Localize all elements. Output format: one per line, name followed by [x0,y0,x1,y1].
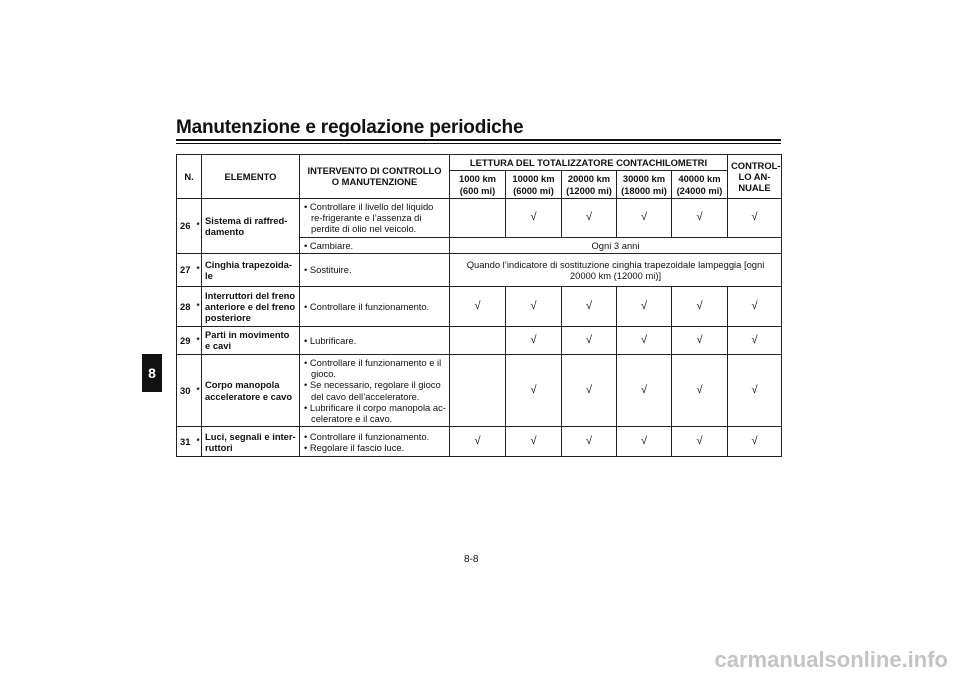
check-mark: √ [585,333,593,346]
page-number: 8-8 [464,554,479,565]
check-mark: √ [751,435,758,448]
check-mark: √ [530,300,537,313]
action-list [303,335,446,346]
check-cell [450,327,506,355]
check-mark: √ [640,435,648,448]
header-annual: CONTROL-LO AN-NUALE [728,155,782,199]
interval-km: 10000 km [512,173,555,185]
check-mark: √ [640,211,648,224]
interval-mi: (24000 mi) [676,184,723,196]
check-cell [450,287,506,327]
row-element: Sistema di raffred-damento [202,198,300,253]
header-action: INTERVENTO DI CONTROLLO O MANUTENZIONE [300,155,450,199]
action-item: • Cambiare. [303,240,446,251]
dealer-asterisk: * [194,427,202,457]
check-cell [728,354,782,427]
interval-mi: (18000 mi) [621,184,667,196]
check-mark: √ [585,211,593,224]
action-item: • Controllare il funzionamento e il gioco. [303,357,446,380]
title-rule-thick [176,139,781,141]
row-element: Cinghia trapezoida-le [202,254,300,287]
row-action [300,427,450,457]
action-item: • Regolare il fascio luce. [303,442,446,453]
check-mark: √ [640,300,648,313]
check-mark: √ [530,435,537,448]
page-title: Manutenzione e regolazione periodiche [176,117,524,138]
check-cell [506,327,562,355]
action-item: • Lubrificare. [303,335,446,346]
check-cell [617,287,672,327]
dealer-asterisk: * [194,254,202,287]
row-action [300,354,450,427]
table-row [177,427,782,457]
row-action [300,237,450,253]
table-row [177,254,782,287]
check-mark: √ [696,211,703,224]
row-action [300,198,450,237]
header-interval [450,171,506,199]
check-mark: √ [696,333,703,346]
check-cell [506,287,562,327]
action-item: • Sostituire. [303,264,446,275]
action-list [303,201,446,235]
action-item: • Controllare il livello del liquido re-frigerante e l’assenza di perdite di olio nel veicolo. [303,201,446,235]
action-item: • Controllare il funzionamento. [303,431,446,442]
header-element: ELEMENTO [202,155,300,199]
check-cell [728,287,782,327]
check-cell [728,327,782,355]
check-mark: √ [585,383,593,396]
check-cell [672,287,728,327]
check-mark: √ [530,211,537,224]
action-list [303,301,446,312]
check-cell [562,287,617,327]
row-element: Interruttori del freno anteriore e del freno posteriore [202,287,300,327]
interval-mi: (12000 mi) [566,184,612,196]
check-cell [617,327,672,355]
check-mark: √ [751,300,758,313]
check-cell [562,427,617,457]
row-action [300,287,450,327]
check-cell [617,354,672,427]
row-action [300,327,450,355]
row-element: Luci, segnali e inter-ruttori [202,427,300,457]
check-cell [672,354,728,427]
check-cell [450,198,506,237]
row-number: 29 [177,327,194,355]
check-mark: √ [474,300,481,313]
interval-note: Ogni 3 anni [450,237,782,253]
table-row [177,287,782,327]
interval-note: Quando l’indicatore di sostituzione cinghia trapezoidale lampeggia [ogni 20000 km (12000 mi)] [450,254,782,287]
dealer-asterisk: * [194,327,202,355]
header-odometer: LETTURA DEL TOTALIZZATORE CONTACHILOMETRI [450,155,728,171]
title-rule-thin [176,143,781,144]
check-cell [506,354,562,427]
check-mark: √ [640,383,648,396]
header-interval [617,171,672,199]
check-cell [506,198,562,237]
row-element: Parti in movimento e cavi [202,327,300,355]
row-action [300,254,450,287]
table-row [177,354,782,427]
row-element: Corpo manopola acceleratore e cavo [202,354,300,427]
check-mark: √ [696,435,703,448]
header-num: N. [177,155,202,199]
row-number: 28 [177,287,194,327]
interval-km: 40000 km [678,173,721,185]
check-cell [617,427,672,457]
check-cell [562,327,617,355]
row-number: 30 [177,354,194,427]
check-cell [728,198,782,237]
chapter-tab[interactable]: 8 [142,354,162,392]
action-list [303,264,446,275]
watermark-link[interactable]: carmanualsonline.info [714,647,948,672]
header-interval [506,171,562,199]
header-interval [672,171,728,199]
check-cell [562,198,617,237]
action-list [303,240,446,251]
maintenance-table [176,154,782,457]
check-cell [506,427,562,457]
table-row [177,327,782,355]
check-mark: √ [640,333,648,346]
action-item: • Lubrificare il corpo manopola ac-celeratore e il cavo. [303,402,446,425]
action-list [303,357,446,425]
check-mark: √ [751,211,758,224]
row-number: 26 [177,198,194,253]
header-interval [562,171,617,199]
check-mark: √ [530,333,537,346]
check-mark: √ [696,300,703,313]
check-cell [562,354,617,427]
check-cell [450,354,506,427]
interval-km: 20000 km [567,173,611,185]
check-cell [450,427,506,457]
check-cell [617,198,672,237]
check-mark: √ [585,300,593,313]
interval-mi: (6000 mi) [513,184,554,196]
interval-km: 1000 km [458,173,496,185]
action-item: • Controllare il funzionamento. [303,301,446,312]
row-number: 27 [177,254,194,287]
check-cell [728,427,782,457]
dealer-asterisk: * [194,354,202,427]
check-mark: √ [751,383,758,396]
table-row [177,198,782,237]
check-cell [672,327,728,355]
check-mark: √ [585,435,593,448]
interval-mi: (600 mi) [459,184,496,196]
dealer-asterisk: * [194,287,202,327]
interval-km: 30000 km [622,173,666,185]
dealer-asterisk: * [194,198,202,253]
check-mark: √ [530,383,537,396]
check-mark: √ [696,383,703,396]
check-cell [672,427,728,457]
check-mark: √ [474,435,481,448]
row-number: 31 [177,427,194,457]
action-item: • Se necessario, regolare il gioco del cavo dell’acceleratore. [303,379,446,402]
action-list [303,431,446,454]
check-cell [672,198,728,237]
check-mark: √ [751,333,758,346]
